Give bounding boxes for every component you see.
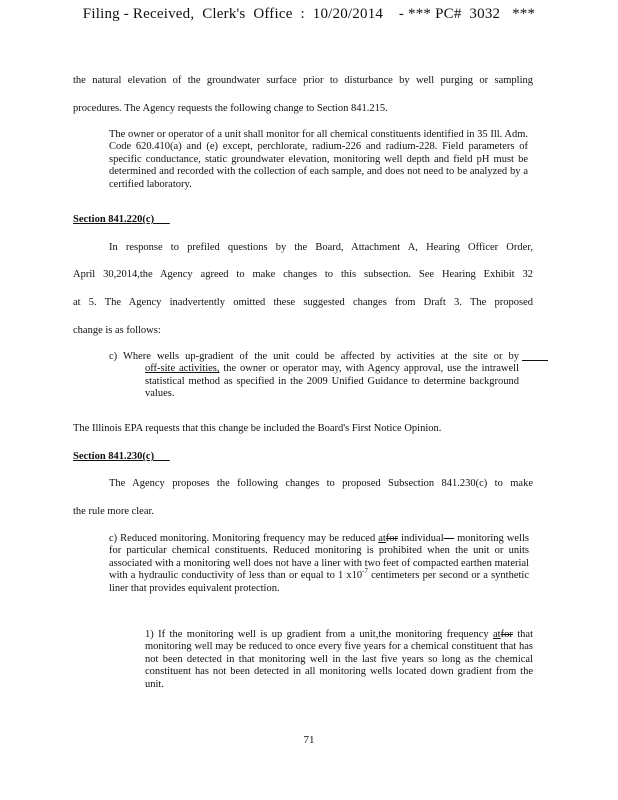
paragraph-2-line-4: change is as follows: (73, 325, 161, 336)
quoted-rule-text: c) Reduced monitoring. Monitoring frequency may be reduced (109, 533, 379, 544)
quoted-rule-body (109, 363, 519, 400)
paragraph-3: The Illinois EPA requests that this change be included the Board's First Notice Opinion. (73, 423, 442, 434)
quoted-rule-text: 1) If the monitoring well is up gradient from a unit,the monitoring frequency (145, 629, 494, 640)
quoted-rule-841-230c (109, 533, 529, 595)
quoted-rule-intro-text: c) Where wells up-gradient of the unit could be affected by activities at the site or by (109, 351, 519, 362)
section-heading-841-220c (73, 213, 170, 227)
quoted-rule-rest: the owner or operator may, with Agency approval, use the intrawell statistical method as specified in the 2009 Unified Guidance to determine background values. (145, 363, 519, 400)
quoted-rule-text: monitoring wells for particular chemical constituents. Reduced monitoring is prohibited when the unit or units associated with a monitoring well does not have a liner with two feet of compacted earthen material with a hydraulic conductivity of less than or equal to 1 x10 (109, 533, 529, 582)
exponent: -7 (362, 567, 368, 576)
quoted-rule-text: that monitoring well may be reduced to once every five years for a chemical constituent that has not been detected in that monitoring well in the last five years so long as the chemical constituent has not been detected in all monitoring wells located down gradient from the unit. (145, 629, 533, 690)
paragraph-2-line-2: April 30,2014,the Agency agreed to make changes to this subsection. See Hearing Exhibit 32 (73, 269, 533, 280)
filing-header: Filing - Received, Clerk's Office : 10/20/2014 - *** PC# 3032 *** (82, 6, 536, 22)
inserted-text: at (493, 629, 501, 640)
quoted-rule-text: individual (398, 533, 444, 544)
underline-mark (522, 351, 548, 361)
section-heading-841-230c (73, 450, 170, 464)
paragraph-1-line-1: the natural elevation of the groundwater surface prior to disturbance by well purging or sampling (73, 75, 533, 86)
deleted-text: for (385, 533, 399, 544)
paragraph-2-line-1: In response to prefiled questions by the Board, Attachment A, Hearing Officer Order, (109, 242, 533, 253)
quoted-rule-intro (109, 351, 519, 363)
quoted-rule-841-215: The owner or operator of a unit shall monitor for all chemical constituents identified in 35 Ill. Adm. Code 620.410(a) and (e) except, perchlorate, radium-226 and radium-228. Field parameters of specific conductance, static groundwater elevation, monitoring well depth and field pH must be determined and recorded with the collection of each sample, and does not need to be analyzed by a certified laboratory. (109, 129, 528, 190)
paragraph-2-line-3: at 5. The Agency inadvertently omitted these suggested changes from Draft 3. The proposed (73, 297, 533, 308)
quoted-rule-841-230c-1 (145, 629, 533, 691)
quoted-rule-841-220c (109, 351, 519, 401)
section-heading-text: Section 841.220(c) (73, 214, 155, 225)
quoted-rule-text: centimeters per second or a synthetic liner that provides equivalent protection. (109, 570, 529, 594)
deleted-text: for (500, 629, 513, 640)
inserted-text: off-site activities, (145, 363, 220, 375)
deleted-text: — (443, 533, 455, 544)
page-number: 71 (303, 734, 315, 746)
section-heading-text: Section 841.230(c) (73, 451, 155, 462)
paragraph-4-line-2: the rule more clear. (73, 506, 155, 517)
inserted-text: at (378, 533, 386, 544)
paragraph-4-line-1: The Agency proposes the following changes to proposed Subsection 841.230(c) to make (109, 478, 533, 489)
paragraph-1-line-2: procedures. The Agency requests the following change to Section 841.215. (73, 103, 388, 114)
